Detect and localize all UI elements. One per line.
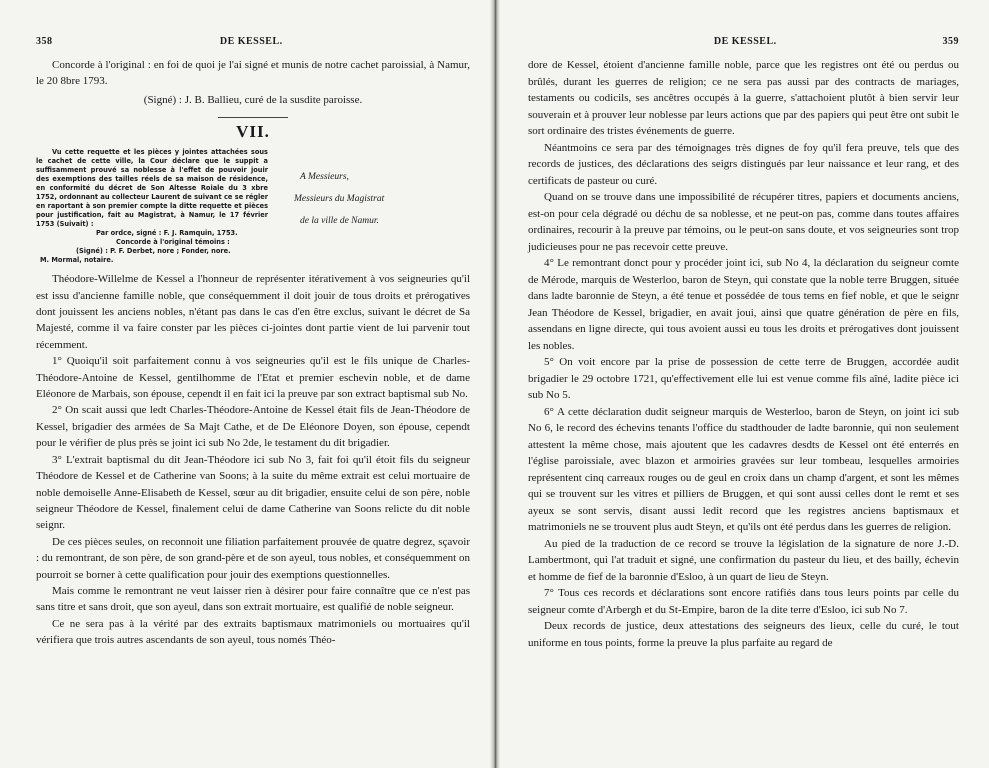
address-line: de la ville de Namur. <box>300 216 379 227</box>
address-line: Messieurs du Magistrat <box>294 194 385 205</box>
page-number: 358 <box>36 36 53 47</box>
right-header <box>528 36 959 47</box>
certification-signature: (Signé) : J. B. Ballieu, curé de la susdite paroisse. <box>143 93 363 106</box>
certification-text: Concorde à l'original : en foi de quoi je l'ai signé et munis de notre cachet paroissial, à Namur, le 20 8bre 1793. <box>36 59 470 88</box>
running-head: DE KESSEL. <box>713 36 777 47</box>
divider <box>218 117 288 118</box>
paragraph: 3° L'extrait baptismal du dit Jean-Théodore ici sub No 3, fait foi qu'il étoit fils du seigneur Théodore de Kessel et de Catherine van Soons; à la suite du même extrait est celui mortuaire de noble demoiselle Anne-Elisabeth de Kessel, sœur au dit brigadier, ensuite celui de son père, noble seigneur Théodore de Kessel, finalement celui de dame Catherine van Soons relicte du dit noble seignr. <box>36 453 470 532</box>
paragraph: Quand on se trouve dans une impossibilité de récupérer titres, papiers et documents anciens, est-on pour cela dégradé ou déchu de sa noblesse, et ne peut-on pas, comme dans toutes affaires ordinaires, recourir à la preuve par témoins, ou le peut-on sans doute, et vos seigneuries sont trop judicieuses pour ne pas recevoir cette preuve. <box>528 191 959 253</box>
right-page <box>498 0 989 768</box>
petition-address <box>290 148 470 265</box>
paragraph: Au pied de la traduction de ce record se trouve la législation de la signature de nore J.-D. Lambertmont, qui l'at traduit et signé, une confirmation du pasteur du lieu, et des bailly, échevin et homme de fief de la baronnie d'Esloo, à un quart de lieu de Steyn. <box>528 537 959 583</box>
paragraph: Théodore-Willelme de Kessel a l'honneur de représenter itérativement à vos seigneuries qu'il est issu d'ancienne famille noble, que conséquemment il doit jouir de tous droits et prérogatives dont jouissent les anciens nobles, n'étant pas dans le cas d'en être exclus, suivant le décret de Sa Majesté, comme il va faire conster par les pièces ci-jointes dont partie vient de lui parvenir tout récemment. <box>36 273 470 351</box>
petition-block <box>36 148 470 265</box>
paragraph: Mais comme le remontrant ne veut laisser rien à désirer pour faire connaître que ce n'est pas sans titre et sans droit, que son ayeul, dans son extrait mortuaire, est qualifié de noble seigneur. <box>36 584 470 614</box>
petition-text <box>36 148 268 265</box>
paragraph: De ces pièces seules, on reconnoit une filiation parfaitement prouvée de quatre degrez, sçavoir : du remontrant, de son père, de son grand-père et de son ayeul, tous nobles, et conséquemment on pourroit se borner à cette qualification pour jouir des exemptions questionnelles. <box>36 535 470 581</box>
left-page <box>0 0 492 768</box>
petition-line: (Signé) : P. F. Derbet, nore ; Fonder, nore. <box>76 247 231 256</box>
paragraph: 4° Le remontrant donct pour y procéder joint ici, sub No 4, la déclaration du seigneur comte de Mérode, marquis de Westerloo, baron de Steyn, qui constate que la noble terre Bruggen, située dans ladte baronnie de Steyn, a été tenue et possédée de tous tems en fief noble, et que le seignr Jean Théodore de Kessel, brigadier, en avait joui, ainsi que quatre génération de père en fils, assendans en ligne directe, qui tous avoient aussi eu tous les droits et prérogatives dont jouissent les nobles. <box>528 257 959 352</box>
paragraph: dore de Kessel, étoient d'ancienne famille noble, parce que les registres ont été ou perdus ou brûlés, durant les guerres de religion; ce ne sera pas aussi par des contracts de mariages, testaments ou codicils, ses ancêtres occupés à la guerre, s'attachoient plutôt à bien servir leur souverain et à prouver leur noblesse par leurs actions que par des papiers qui peut être ont subit le sort ordinaire des tristes événements de guerre. <box>528 59 959 137</box>
left-header <box>36 36 470 47</box>
paragraph: Deux records de justice, deux attestations des seigneurs des lieux, celle du curé, le tout uniforme en tous points, forme la preuve la plus parfaite au regard de <box>528 620 959 649</box>
paragraph: 2° On scait aussi que ledt Charles-Théodore-Antoine de Kessel était fils de Jean-Théodore de Kessel, brigadier des armées de Sa Majt Cathe, et de De Eléonore Doyen, son épouse, cependt pour le vérifier de plus près se joint ici sub No 2de, le testament du dit brigadier. <box>36 404 470 450</box>
address-line: A Messieurs, <box>300 172 349 183</box>
paragraph: 6° A cette déclaration dudit seigneur marquis de Westerloo, baron de Steyn, on joint ici sub No 6, le record des échevins tenants l'office du stadthouder de ladte baronnie, qui non seulement attestent la même chose, mais ajoutent que les cadavres desdts de Kessel ont été enterrés en l'église paroissiale, avec blazon et armoiries gravées sur leur tombeau, lesquelles armoiries représentent cinq carreaux rouges ou de geul en croix dans un champ d'argent, et sont les mêmes qui se trouvent sur les vitres et pilliers de Bruggen, et qui sont aussi celles dont le remt et ses ayeux se sont servis, disant aussi ledit record que les registres anciens baptismaux et matrimoniels ne se trouvent plus audt Steyn, et qu'ils ont été perdus dans les guerres de religion. <box>528 405 959 533</box>
petition-line: Par ordce, signé : F. J. Ramquin, 1753. <box>96 229 238 238</box>
petition-body: Vu cette requette et les pièces y jointes attachées sous le cachet de cette ville, la Cour déclare que le suppit a suffisamment prouvé sa noblesse à l'effet de pouvoir jouir des exemptions des tailles réels de sa maison de résidence, en conformité du décret de Son Altesse Roiale du 3 xbre 1752, ordonnant au collecteur Laurent de suivant ce se régler en raportant à son premier compte la ditte requette et pièces pour justification, fait au Magistrat, à Namur, le 17 février 1753 (Suivait) : <box>36 148 268 229</box>
running-head: DE KESSEL. <box>219 36 283 47</box>
page-number: 359 <box>942 36 959 47</box>
paragraph: Ce ne sera pas à la vérité par des extraits baptismaux matrimoniels ou mortuaires qu'il vérifiera que trois autres ascendants de son ayeul, tous només Théo- <box>36 617 470 647</box>
paragraph: 7° Tous ces records et déclarations sont encore ratifiés dans tous leurs points par celle du seigneur comte d'Arbergh et du St-Empire, baron de la dite terre d'Esloo, ici sub No 7. <box>528 587 959 616</box>
petition-line: M. Mormal, notaire. <box>40 256 114 265</box>
section-heading: VII. <box>236 122 270 142</box>
paragraph: 5° On voit encore par la prise de possession de cette terre de Bruggen, accordée audit brigadier le 29 octobre 1721, qu'effectivement elle lui est venue comme fils aîné, ladite pièce ici sub No 5. <box>528 356 959 401</box>
petition-line: Concorde à l'original témoins : <box>116 238 230 247</box>
paragraph: Néantmoins ce sera par des témoignages très dignes de foy qu'il fera preuve, tels que des records de justices, des déclarations des seigrs distingués par leur naissance et leur rang, et des certificats de pasteur ou curé. <box>528 141 959 187</box>
paragraph: 1° Quoiqu'il soit parfaitement connu à vos seigneuries qu'il est le fils unique de Charles-Théodore-Antoine de Kessel, gentilhomme de l'Etat et premier eschevin noble, et de dame Eléonore de Marbais, son épouse, cependt il en fait ici la preuve par son extract baptismal sub No. <box>36 355 470 401</box>
